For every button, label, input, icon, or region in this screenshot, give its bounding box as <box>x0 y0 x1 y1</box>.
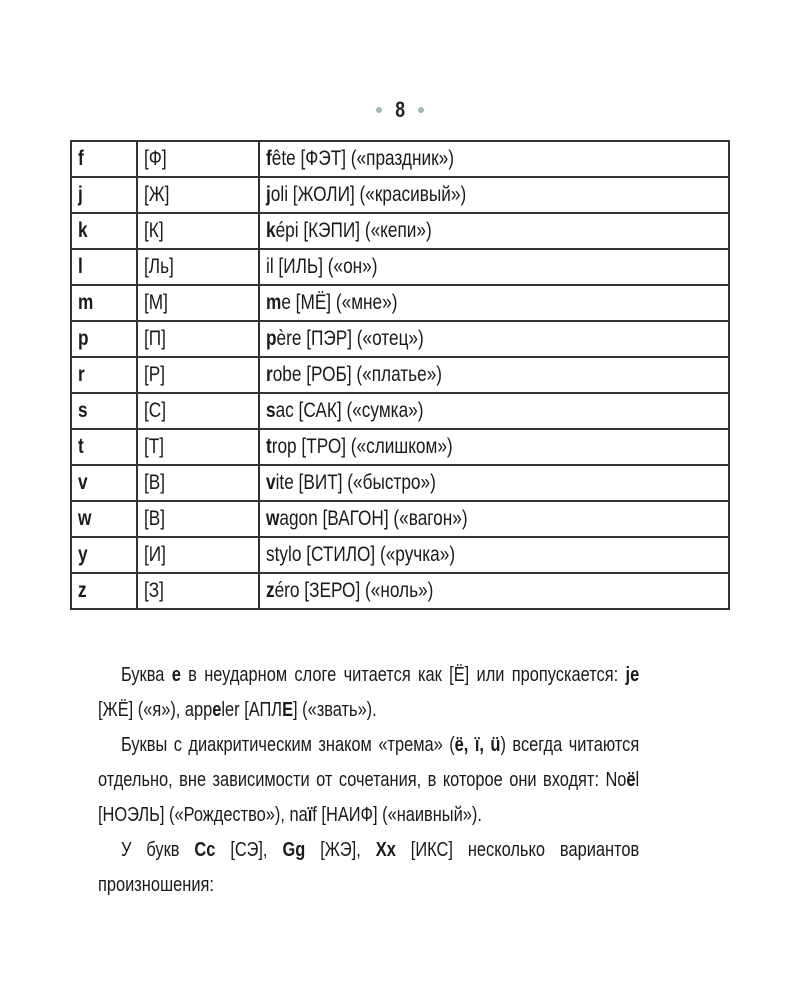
letter: p <box>78 327 89 350</box>
example-rest: e [МЁ] («мне») <box>281 291 398 314</box>
letter-cell <box>71 357 137 393</box>
letter: w <box>78 507 92 530</box>
bold-text: Е <box>282 699 294 721</box>
sound-cell <box>137 177 259 213</box>
text: [СЭ], <box>215 839 283 861</box>
bold-text: Cc <box>194 839 216 861</box>
sound-cell <box>137 501 259 537</box>
paragraph-cgx <box>70 833 730 903</box>
table-row <box>71 249 729 285</box>
table-row <box>71 177 729 213</box>
example-bold-letter: z <box>266 579 275 602</box>
sound: [М] <box>144 291 168 314</box>
bold-text: e <box>171 664 181 686</box>
sound-cell <box>137 429 259 465</box>
example <box>266 327 424 351</box>
example-rest: stylo [СТИЛО] («ручка») <box>266 543 456 566</box>
letter-cell <box>71 501 137 537</box>
sound: [И] <box>144 543 166 566</box>
example-bold-letter: p <box>266 327 277 350</box>
example-rest: ac [САК] («сумка») <box>275 399 424 422</box>
example-cell <box>259 465 729 501</box>
example-bold-letter: f <box>266 147 272 170</box>
table-row <box>71 465 729 501</box>
example-bold-letter: w <box>266 507 280 530</box>
example <box>266 363 442 387</box>
example <box>266 147 454 171</box>
example-bold-letter: t <box>266 435 272 458</box>
text: У букв <box>120 839 195 861</box>
example-bold-letter: r <box>266 363 273 386</box>
letter-cell <box>71 321 137 357</box>
paragraph-unstressed-e <box>70 658 730 728</box>
table-row <box>71 321 729 357</box>
text: f [НАИФ] («наивный»). <box>312 804 482 826</box>
bold-text: Gg <box>282 839 306 861</box>
example-rest: agon [ВАГОН] («вагон») <box>279 507 468 530</box>
table-row <box>71 357 729 393</box>
sound-cell <box>137 321 259 357</box>
sound-cell <box>137 393 259 429</box>
table-row <box>71 537 729 573</box>
letter-cell <box>71 177 137 213</box>
paragraph-text <box>98 833 639 903</box>
example <box>266 471 436 495</box>
letter-cell <box>71 249 137 285</box>
letter-cell <box>71 429 137 465</box>
text: [ЖЁ] («я»), app <box>98 699 213 721</box>
left-dot-icon <box>376 107 382 113</box>
example-cell <box>259 501 729 537</box>
letter: m <box>78 291 94 314</box>
text: в неударном слоге читается как [Ё] или пропускается: <box>180 664 626 686</box>
example-cell <box>259 249 729 285</box>
right-dot-icon <box>418 107 424 113</box>
example-rest: rop [ТРО] («слишком») <box>271 435 453 458</box>
example-rest: épi [КЭПИ] («кепи») <box>275 219 432 242</box>
example-bold-letter: m <box>266 291 282 314</box>
bold-text: je <box>625 664 640 686</box>
example-rest: obe [РОБ] («платье») <box>272 363 443 386</box>
example <box>266 579 433 603</box>
table-row <box>71 141 729 177</box>
sound: [Т] <box>144 435 165 458</box>
letter-cell <box>71 141 137 177</box>
letter: v <box>78 471 88 494</box>
example-rest: ère [ПЭР] («отец») <box>276 327 424 350</box>
sound-cell <box>137 285 259 321</box>
letter: y <box>78 543 88 566</box>
example <box>266 291 397 315</box>
example-cell <box>259 141 729 177</box>
letter: t <box>78 435 84 458</box>
example-cell <box>259 429 729 465</box>
letter: f <box>78 147 84 170</box>
sound: [С] <box>144 399 167 422</box>
bold-text: ï <box>307 804 313 826</box>
page-number: 8 <box>395 97 405 123</box>
example-cell <box>259 393 729 429</box>
example <box>266 435 453 459</box>
sound-cell <box>137 465 259 501</box>
text: [ЖЭ], <box>305 839 376 861</box>
example-cell <box>259 213 729 249</box>
bold-text: Xx <box>375 839 396 861</box>
text: ] («звать»). <box>293 699 377 721</box>
bold-text: ë, ï, ü <box>454 734 501 756</box>
example <box>266 507 468 531</box>
letter: l <box>78 255 83 278</box>
text: Буква <box>120 664 172 686</box>
example-cell <box>259 573 729 609</box>
bold-text: e <box>212 699 222 721</box>
sound-cell <box>137 249 259 285</box>
letter-cell <box>71 393 137 429</box>
sound: [П] <box>144 327 166 350</box>
pronunciation-table <box>70 140 730 610</box>
sound-cell <box>137 141 259 177</box>
example-rest: il [ИЛЬ] («он») <box>266 255 378 278</box>
paragraph-text <box>98 658 639 728</box>
sound: [В] <box>144 471 166 494</box>
text: [ИКС] несколько вариантов произношения: <box>98 839 640 896</box>
example <box>266 255 377 279</box>
example <box>266 543 455 567</box>
sound: [Ж] <box>144 183 170 206</box>
paragraph-trema <box>70 728 730 833</box>
table-row <box>71 501 729 537</box>
bold-text: ë <box>626 769 636 791</box>
example-bold-letter: v <box>266 471 276 494</box>
text: ler [АПЛ <box>221 699 283 721</box>
sound-cell <box>137 573 259 609</box>
example-rest: ête [ФЭТ] («праздник») <box>271 147 454 170</box>
letter: s <box>78 399 88 422</box>
table-row <box>71 393 729 429</box>
table-row <box>71 429 729 465</box>
sound-cell <box>137 537 259 573</box>
example-rest: ite [ВИТ] («быстро») <box>275 471 436 494</box>
example-cell <box>259 177 729 213</box>
sound: [Ль] <box>144 255 174 278</box>
example-bold-letter: s <box>266 399 276 422</box>
letter: k <box>78 219 88 242</box>
sound-cell <box>137 213 259 249</box>
example <box>266 399 423 423</box>
page-header <box>0 96 800 123</box>
sound: [К] <box>144 219 164 242</box>
sound: [З] <box>144 579 164 602</box>
paragraph-text <box>98 728 639 833</box>
table-row <box>71 213 729 249</box>
text: l [НОЭЛЬ] («Рождество»), na <box>98 769 640 826</box>
text-block <box>70 658 730 903</box>
sound-cell <box>137 357 259 393</box>
table-row <box>71 285 729 321</box>
letter: r <box>78 363 85 386</box>
example-bold-letter: j <box>266 183 271 206</box>
example <box>266 219 432 243</box>
example-cell <box>259 537 729 573</box>
letter-cell <box>71 213 137 249</box>
text: Буквы с диакритическим знаком «трема» ( <box>120 734 455 756</box>
example-cell <box>259 321 729 357</box>
example-cell <box>259 285 729 321</box>
example <box>266 183 466 207</box>
table-body <box>71 141 729 609</box>
table-row <box>71 573 729 609</box>
sound: [Р] <box>144 363 166 386</box>
sound: [В] <box>144 507 166 530</box>
example-cell <box>259 357 729 393</box>
letter-cell <box>71 465 137 501</box>
letter: j <box>78 183 83 206</box>
text: ) всегда читаются отдельно, вне зависимости от сочетания, в которое они входят: No <box>98 734 640 791</box>
letter: z <box>78 579 87 602</box>
letter-cell <box>71 573 137 609</box>
letter-cell <box>71 285 137 321</box>
example-rest: éro [ЗЕРО] («ноль») <box>274 579 434 602</box>
example-bold-letter: k <box>266 219 276 242</box>
example-rest: oli [ЖОЛИ] («красивый») <box>270 183 467 206</box>
letter-cell <box>71 537 137 573</box>
sound: [Ф] <box>144 147 167 170</box>
